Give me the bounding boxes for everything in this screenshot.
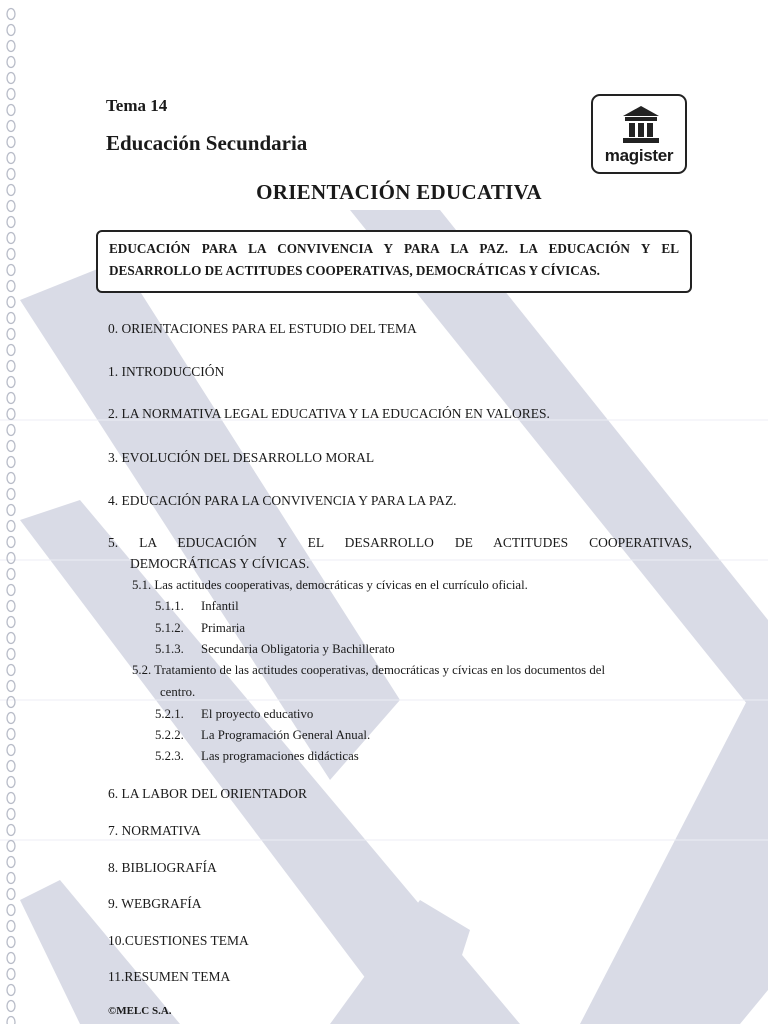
toc-section-5-2-line-1: 5.2. Tratamiento de las actitudes cooperativas, democráticas y cívicas en los documentos del <box>132 663 605 677</box>
toc-section-5-2-line-2: centro. <box>160 685 196 699</box>
section-number: 5.2.2. <box>155 728 184 742</box>
copyright-footer: ©MELC S.A. <box>108 1005 172 1017</box>
toc-item-1: 1. INTRODUCCIÓN <box>108 364 225 379</box>
toc-item-3: 3. EVOLUCIÓN DEL DESARROLLO MORAL <box>108 450 375 465</box>
subject-line-1: EDUCACIÓN PARA LA CONVIVENCIA Y PARA LA PAZ. LA EDUCACIÓN Y EL <box>109 241 679 256</box>
section-number: 5.2.1. <box>155 707 184 721</box>
toc-section-5-1-3 <box>155 642 395 657</box>
subject-line-2: DESARROLLO DE ACTITUDES COOPERATIVAS, DEMOCRÁTICAS Y CÍVICAS. <box>109 263 600 278</box>
section-label: Primaria <box>201 621 246 635</box>
toc-item-8: 8. BIBLIOGRAFÍA <box>108 860 217 875</box>
toc-item-5-line-2: DEMOCRÁTICAS Y CÍVICAS. <box>130 556 310 571</box>
building-columns-icon <box>622 105 660 145</box>
section-label: La Programación General Anual. <box>201 728 371 742</box>
magister-logo <box>591 94 687 174</box>
section-number: 5.1.3. <box>155 642 184 656</box>
toc-section-5-2-1 <box>155 707 313 722</box>
toc-item-2: 2. LA NORMATIVA LEGAL EDUCATIVA Y LA EDUCACIÓN EN VALORES. <box>108 406 550 421</box>
section-label: Las programaciones didácticas <box>201 749 359 763</box>
section-number: 5.1.2. <box>155 621 184 635</box>
toc-section-5-2-2 <box>155 728 370 743</box>
toc-item-11: 11.RESUMEN TEMA <box>108 969 231 984</box>
section-number: 5.1.1. <box>155 599 184 613</box>
section-label: Secundaria Obligatoria y Bachillerato <box>201 642 395 656</box>
toc-section-5-1-1 <box>155 599 239 614</box>
toc-item-9: 9. WEBGRAFÍA <box>108 896 202 911</box>
topic-subject-box <box>96 230 692 293</box>
toc-item-4: 4. EDUCACIÓN PARA LA CONVIVENCIA Y PARA LA PAZ. <box>108 493 457 508</box>
toc-item-0: 0. ORIENTACIONES PARA EL ESTUDIO DEL TEMA <box>108 321 417 336</box>
toc-section-5-1: 5.1. Las actitudes cooperativas, democráticas y cívicas en el currículo oficial. <box>132 578 528 592</box>
topic-number: Tema 14 <box>106 96 168 115</box>
section-label: El proyecto educativo <box>201 707 314 721</box>
section-number: 5.2.3. <box>155 749 184 763</box>
section-label: Infantil <box>201 599 239 613</box>
toc-section-5-1-2 <box>155 621 245 636</box>
logo-text: magister <box>604 146 674 165</box>
toc-item-10: 10.CUESTIONES TEMA <box>108 933 249 948</box>
main-title: ORIENTACIÓN EDUCATIVA <box>256 180 542 204</box>
toc-item-7: 7. NORMATIVA <box>108 823 201 838</box>
toc-item-5-line-1: 5. LA EDUCACIÓN Y EL DESARROLLO DE ACTITUDES COOPERATIVAS, <box>108 535 692 550</box>
education-level: Educación Secundaria <box>106 131 308 155</box>
toc-item-6: 6. LA LABOR DEL ORIENTADOR <box>108 786 308 801</box>
toc-section-5-2-3 <box>155 749 359 764</box>
